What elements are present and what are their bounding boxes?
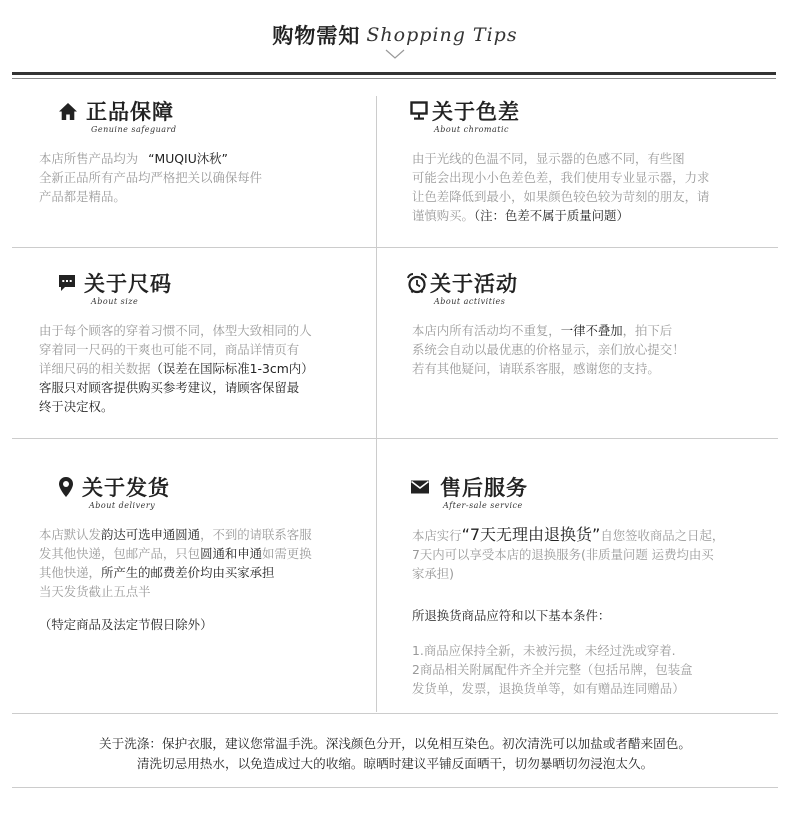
section-event-subtitle: About activities (434, 297, 506, 306)
body-line: 若有其他疑问，请联系客服，感谢您的支持。 (412, 361, 660, 376)
condition-item: 2商品相关附属配件齐全并完整（包括吊牌，包装盒 (412, 662, 693, 677)
default-couriers: 韵达可选申通圆通 (100, 527, 201, 542)
body-line: 全新正品所有产品均严格把关以确保每件 (39, 170, 263, 185)
page-title-en: Shopping Tips (366, 24, 518, 46)
home-icon (58, 102, 78, 121)
body-text: 如需更换 (262, 546, 312, 561)
section-event-body (412, 321, 685, 378)
section-event-header (406, 268, 518, 298)
section-color-body (412, 149, 709, 225)
chevron-down-icon (384, 47, 406, 61)
section-aftersale-header (410, 472, 528, 502)
body-line: 由于每个顾客的穿着习惯不同，体型大致相同的人 (39, 323, 312, 338)
grid-divider-bottom (12, 787, 778, 788)
section-aftersale-subtitle: After-sale service (443, 501, 523, 510)
section-delivery-title: 关于发货 (82, 476, 170, 500)
body-line (412, 206, 709, 225)
grid-divider-row3 (12, 713, 778, 714)
location-pin-icon (58, 476, 74, 498)
body-line: 客服只对顾客提供购买参考建议，请顾客保留最 (39, 380, 300, 395)
body-line: 终于决定权。 (39, 399, 114, 414)
return-conditions-heading: 所退换货商品应符和以下基本条件： (412, 608, 611, 623)
seven-day-return-policy: “7天无理由退换货” (461, 525, 601, 544)
section-genuine-header (58, 96, 174, 126)
body-text: 本店默认发 (39, 527, 101, 542)
body-line (39, 525, 312, 544)
body-text: ，不到的请联系客服 (200, 527, 312, 542)
section-color-header (410, 96, 520, 126)
body-text: 详细尺码的相关数据 (39, 361, 151, 376)
no-stacking-note: 一律不叠加 (560, 323, 623, 338)
section-genuine-subtitle: Genuine safeguard (91, 125, 177, 134)
section-event-title: 关于活动 (430, 272, 518, 296)
section-genuine-title: 正品保障 (86, 100, 174, 124)
body-line (39, 359, 314, 378)
body-line: 让色差降低到最小，如果颜色较色较为苛刻的朋友，请 (412, 189, 710, 204)
holiday-exception-note: （特定商品及法定节假日除外） (39, 617, 213, 632)
chat-icon (58, 274, 76, 292)
return-conditions-list (412, 641, 692, 698)
brand-name: “MUQIU沐秋” (148, 151, 228, 166)
section-size-header (58, 268, 172, 298)
body-text: 本店实行 (412, 528, 462, 543)
body-line (39, 563, 312, 582)
body-line: 家承担) (412, 566, 455, 581)
page-header (0, 20, 790, 50)
section-aftersale-title: 售后服务 (440, 476, 528, 500)
body-line: 系统会自动以最优惠的价格显示，亲们放心提交！ (412, 342, 685, 357)
condition-item: 1.商品应保持全新，未被污损，未经过洗或穿着. (412, 643, 676, 658)
section-genuine-body (39, 149, 262, 206)
color-note: （注：色差不属于质量问题） (473, 208, 629, 223)
section-color-title: 关于色差 (432, 100, 520, 124)
washing-instructions-line2: 清洗切忌用热水，以免造成过大的收缩。晾晒时建议平铺反面晒干，切勿暴晒切勿浸泡太久。 (136, 756, 654, 771)
section-aftersale-body (412, 525, 724, 583)
grid-divider-row1 (12, 247, 778, 248)
section-size-body (39, 321, 314, 416)
body-line (39, 149, 262, 168)
body-text: ，拍下后 (622, 323, 673, 338)
body-line (412, 321, 685, 340)
grid-divider-column (376, 96, 377, 712)
body-line: 由于光线的色温不同，显示器的色感不同，有些图 (412, 151, 685, 166)
grid-divider-row2 (12, 438, 778, 439)
page-title: 购物需知 (272, 24, 361, 48)
section-size-subtitle: About size (91, 297, 139, 306)
section-delivery-body (39, 525, 312, 601)
body-line: 当天发货截止五点半 (39, 584, 151, 599)
free-shipping-couriers: 圆通和申通 (200, 546, 263, 561)
section-delivery-subtitle: About delivery (89, 501, 156, 510)
body-line (39, 544, 312, 563)
body-text: 谨慎购买。 (412, 208, 474, 223)
header-rule-thick (12, 72, 776, 75)
envelope-icon (410, 479, 430, 495)
body-text: 自您签收商品之日起， (600, 528, 725, 543)
body-text: 本店所售产品均为 (39, 151, 139, 166)
section-color-subtitle: About chromatic (434, 125, 510, 134)
shipping-cost-note: 所产生的邮费差价均由买家承担 (100, 565, 275, 580)
body-line: 7天内可以享受本店的退换服务(非质量问题 运费均由买 (412, 547, 714, 562)
section-delivery-header (58, 472, 170, 502)
body-text: 其他快递， (39, 565, 101, 580)
body-line (412, 525, 724, 545)
body-line: 产品都是精品。 (39, 189, 126, 204)
washing-instructions-line1: 关于洗涤：保护衣服，建议您常温手洗。深浅颜色分开，以免相互染色。初次清洗可以加盐或者醋来固色。 (99, 736, 691, 751)
size-tolerance-note: （误差在国际标准1-3cm内） (150, 361, 314, 376)
monitor-icon (410, 101, 428, 121)
section-size-title: 关于尺码 (84, 272, 172, 296)
body-line: 穿着同一尺码的干爽也可能不同，商品详情页有 (39, 342, 300, 357)
body-text: 本店内所有活动均不重复， (412, 323, 561, 338)
alarm-clock-icon (406, 272, 428, 294)
condition-item: 发货单，发票，退换货单等，如有赠品连同赠品） (412, 681, 685, 696)
body-text: 发其他快递，包邮产品，只包 (39, 546, 201, 561)
header-rule-thin (12, 78, 776, 79)
body-line: 可能会出现小小色差色差，我们使用专业显示器，力求 (412, 170, 710, 185)
